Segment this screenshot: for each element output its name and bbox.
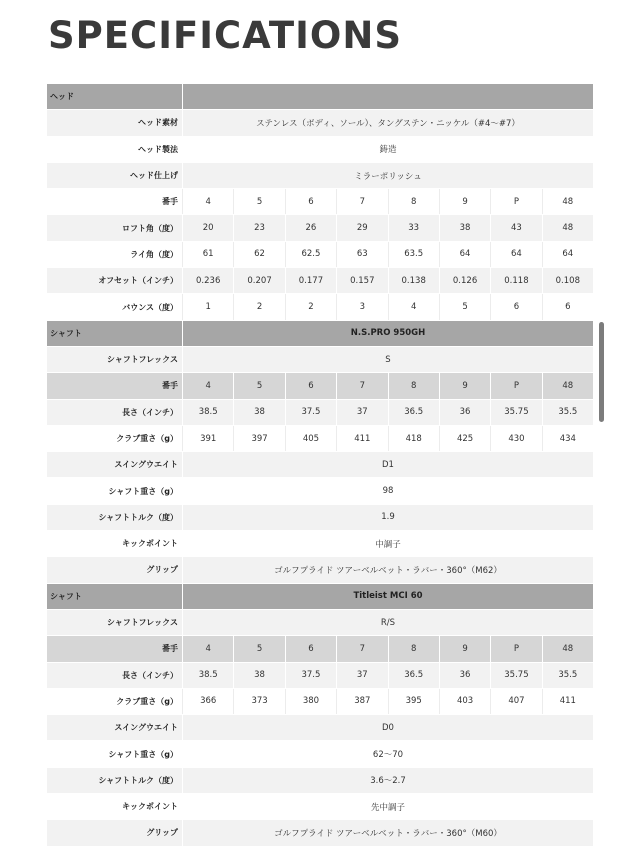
value-cell: P bbox=[490, 189, 541, 214]
value-cell: 63 bbox=[336, 242, 387, 267]
row-value: D0 bbox=[182, 715, 593, 740]
value-cell: 407 bbox=[490, 689, 541, 714]
spec-table bbox=[47, 84, 593, 847]
value-cell: 35.75 bbox=[490, 663, 541, 688]
spec-row bbox=[47, 741, 593, 767]
value-cell: 366 bbox=[182, 689, 233, 714]
spec-row bbox=[47, 400, 593, 426]
value-cells bbox=[182, 426, 593, 451]
spec-row bbox=[47, 215, 593, 241]
value-cell: 403 bbox=[439, 689, 490, 714]
value-cell: 38 bbox=[233, 663, 284, 688]
spec-row bbox=[47, 715, 593, 741]
row-label: 長さ（インチ） bbox=[47, 400, 182, 425]
value-cell: 380 bbox=[285, 689, 336, 714]
value-cell: 0.207 bbox=[233, 268, 284, 293]
value-cell: 35.75 bbox=[490, 400, 541, 425]
value-cell: 8 bbox=[388, 373, 439, 398]
row-label: スイングウエイト bbox=[47, 715, 182, 740]
value-cell: 0.157 bbox=[336, 268, 387, 293]
spec-row bbox=[47, 610, 593, 636]
scrollbar-thumb[interactable] bbox=[599, 322, 604, 422]
iron-number-row bbox=[47, 636, 593, 662]
value-cell: 7 bbox=[336, 636, 387, 661]
value-cell: 37 bbox=[336, 400, 387, 425]
row-label: ヘッド仕上げ bbox=[47, 163, 182, 188]
row-value: ゴルフプライド ツアーベルベット・ラバー・360°（M62） bbox=[182, 557, 593, 582]
row-label: シャフト重さ（g） bbox=[47, 741, 182, 766]
row-label: 長さ（インチ） bbox=[47, 663, 182, 688]
row-label: 番手 bbox=[162, 381, 178, 391]
value-cell: 2 bbox=[233, 294, 284, 319]
row-label: ヘッド bbox=[47, 84, 182, 109]
value-cell: 430 bbox=[490, 426, 541, 451]
value-cell: 37.5 bbox=[285, 663, 336, 688]
row-value: D1 bbox=[182, 452, 593, 477]
spec-row bbox=[47, 531, 593, 557]
value-cell: 37 bbox=[336, 663, 387, 688]
row-label: ライ角（度） bbox=[47, 242, 182, 267]
value-cells bbox=[182, 689, 593, 714]
row-value: ステンレス（ボディ、ソール）、タングステン・ニッケル（#4〜#7） bbox=[182, 110, 593, 135]
value-cell: 29 bbox=[336, 215, 387, 240]
value-cell: 2 bbox=[285, 294, 336, 319]
value-cell: 6 bbox=[285, 189, 336, 214]
spec-row bbox=[47, 110, 593, 136]
value-cell: 38 bbox=[233, 400, 284, 425]
row-value: ミラーポリッシュ bbox=[182, 163, 593, 188]
value-cell: P bbox=[490, 373, 541, 398]
value-cell: 9 bbox=[439, 189, 490, 214]
value-cell: 5 bbox=[439, 294, 490, 319]
row-label: グリップ bbox=[47, 820, 182, 845]
value-cell: 4 bbox=[182, 189, 233, 214]
value-cell: 0.126 bbox=[439, 268, 490, 293]
row-label: スイングウエイト bbox=[47, 452, 182, 477]
row-label: バウンス（度） bbox=[47, 294, 182, 319]
value-cell: 64 bbox=[439, 242, 490, 267]
row-value: 3.6〜2.7 bbox=[182, 768, 593, 793]
value-cell: 35.5 bbox=[542, 663, 593, 688]
value-cell: 37.5 bbox=[285, 400, 336, 425]
row-label: シャフト bbox=[47, 321, 182, 346]
value-cell: 395 bbox=[388, 689, 439, 714]
row-value: 中調子 bbox=[182, 531, 593, 556]
value-cell: 35.5 bbox=[542, 400, 593, 425]
row-value: Titleist MCI 60 bbox=[182, 584, 593, 609]
row-label: ヘッド製法 bbox=[47, 137, 182, 162]
value-cell: 7 bbox=[336, 373, 387, 398]
value-cell: 62 bbox=[233, 242, 284, 267]
value-cell: 38 bbox=[439, 215, 490, 240]
value-cells bbox=[182, 242, 593, 267]
section-header-shaft bbox=[47, 321, 593, 347]
row-value: N.S.PRO 950GH bbox=[182, 321, 593, 346]
value-cell: 36.5 bbox=[388, 400, 439, 425]
value-cell: 4 bbox=[182, 636, 233, 661]
row-label: キックポイント bbox=[47, 531, 182, 556]
section-header-shaft bbox=[47, 584, 593, 610]
value-cell: P bbox=[490, 636, 541, 661]
value-cell: 26 bbox=[285, 215, 336, 240]
value-cell: 391 bbox=[182, 426, 233, 451]
value-cell: 9 bbox=[439, 636, 490, 661]
value-cells bbox=[182, 663, 593, 688]
value-cell: 43 bbox=[490, 215, 541, 240]
row-label: グリップ bbox=[47, 557, 182, 582]
row-value: S bbox=[182, 347, 593, 372]
spec-row bbox=[47, 268, 593, 294]
value-cell: 38.5 bbox=[182, 400, 233, 425]
spec-row bbox=[47, 452, 593, 478]
spec-row bbox=[47, 794, 593, 820]
value-cell: 6 bbox=[285, 636, 336, 661]
row-value: 62〜70 bbox=[182, 741, 593, 766]
value-cell: 4 bbox=[182, 373, 233, 398]
value-cells bbox=[182, 400, 593, 425]
value-cell: 6 bbox=[490, 294, 541, 319]
row-label: キックポイント bbox=[47, 794, 182, 819]
value-cell: 7 bbox=[336, 189, 387, 214]
value-cell: 0.108 bbox=[542, 268, 593, 293]
value-cell: 387 bbox=[336, 689, 387, 714]
row-label: シャフト bbox=[47, 584, 182, 609]
value-cell: 0.138 bbox=[388, 268, 439, 293]
spec-row bbox=[47, 689, 593, 715]
value-cell: 418 bbox=[388, 426, 439, 451]
row-label: シャフトトルク（度） bbox=[47, 768, 182, 793]
spec-row bbox=[47, 294, 593, 320]
row-value: 先中調子 bbox=[182, 794, 593, 819]
page-title: SPECIFICATIONS bbox=[48, 14, 402, 57]
value-cell: 0.236 bbox=[182, 268, 233, 293]
row-label: シャフトトルク（度） bbox=[47, 505, 182, 530]
row-label: シャフトフレックス bbox=[47, 347, 182, 372]
value-cell: 64 bbox=[542, 242, 593, 267]
row-label: ロフト角（度） bbox=[47, 215, 182, 240]
spec-row bbox=[47, 768, 593, 794]
spec-row bbox=[47, 663, 593, 689]
value-cells bbox=[182, 215, 593, 240]
row-value: 鋳造 bbox=[182, 137, 593, 162]
value-cell: 397 bbox=[233, 426, 284, 451]
row-label: 番手 bbox=[47, 189, 182, 214]
value-cell: 0.177 bbox=[285, 268, 336, 293]
value-cell: 1 bbox=[182, 294, 233, 319]
iron-number-row bbox=[47, 373, 593, 399]
value-cell: 48 bbox=[542, 373, 593, 398]
value-cell: 9 bbox=[439, 373, 490, 398]
row-label: ヘッド素材 bbox=[47, 110, 182, 135]
value-cell: 36.5 bbox=[388, 663, 439, 688]
row-value bbox=[182, 84, 593, 109]
row-value: 98 bbox=[182, 478, 593, 503]
value-cell: 411 bbox=[336, 426, 387, 451]
value-cell: 36 bbox=[439, 400, 490, 425]
row-value: 1.9 bbox=[182, 505, 593, 530]
section-header-head bbox=[47, 84, 593, 110]
spec-row bbox=[47, 478, 593, 504]
value-cell: 61 bbox=[182, 242, 233, 267]
value-cells bbox=[182, 636, 593, 661]
spec-row bbox=[47, 820, 593, 846]
row-label: クラブ重さ（g） bbox=[47, 426, 182, 451]
row-value: ゴルフプライド ツアーベルベット・ラバー・360°（M60） bbox=[182, 820, 593, 845]
value-cell: 4 bbox=[388, 294, 439, 319]
value-cell: 405 bbox=[285, 426, 336, 451]
spec-row bbox=[47, 426, 593, 452]
spec-row bbox=[47, 557, 593, 583]
value-cell: 20 bbox=[182, 215, 233, 240]
row-label: シャフトフレックス bbox=[47, 610, 182, 635]
value-cell: 425 bbox=[439, 426, 490, 451]
value-cell: 38.5 bbox=[182, 663, 233, 688]
spec-row bbox=[47, 137, 593, 163]
value-cell: 8 bbox=[388, 189, 439, 214]
value-cell: 6 bbox=[542, 294, 593, 319]
value-cell: 33 bbox=[388, 215, 439, 240]
row-label: 番手 bbox=[162, 644, 178, 654]
value-cell: 434 bbox=[542, 426, 593, 451]
spec-row bbox=[47, 242, 593, 268]
iron-number-row bbox=[47, 189, 593, 215]
spec-row bbox=[47, 163, 593, 189]
value-cell: 36 bbox=[439, 663, 490, 688]
value-cell: 0.118 bbox=[490, 268, 541, 293]
spec-row bbox=[47, 347, 593, 373]
row-value: R/S bbox=[182, 610, 593, 635]
value-cell: 373 bbox=[233, 689, 284, 714]
value-cell: 48 bbox=[542, 636, 593, 661]
value-cell: 5 bbox=[233, 189, 284, 214]
value-cell: 48 bbox=[542, 215, 593, 240]
value-cells bbox=[182, 189, 593, 214]
value-cell: 8 bbox=[388, 636, 439, 661]
row-label: クラブ重さ（g） bbox=[47, 689, 182, 714]
value-cells bbox=[182, 294, 593, 319]
row-label: シャフト重さ（g） bbox=[47, 478, 182, 503]
value-cell: 3 bbox=[336, 294, 387, 319]
value-cells bbox=[182, 268, 593, 293]
value-cell: 5 bbox=[233, 373, 284, 398]
value-cell: 63.5 bbox=[388, 242, 439, 267]
value-cells bbox=[182, 373, 593, 398]
value-cell: 48 bbox=[542, 189, 593, 214]
row-label: オフセット（インチ） bbox=[47, 268, 182, 293]
value-cell: 5 bbox=[233, 636, 284, 661]
value-cell: 6 bbox=[285, 373, 336, 398]
value-cell: 62.5 bbox=[285, 242, 336, 267]
value-cell: 23 bbox=[233, 215, 284, 240]
value-cell: 411 bbox=[542, 689, 593, 714]
spec-row bbox=[47, 505, 593, 531]
value-cell: 64 bbox=[490, 242, 541, 267]
